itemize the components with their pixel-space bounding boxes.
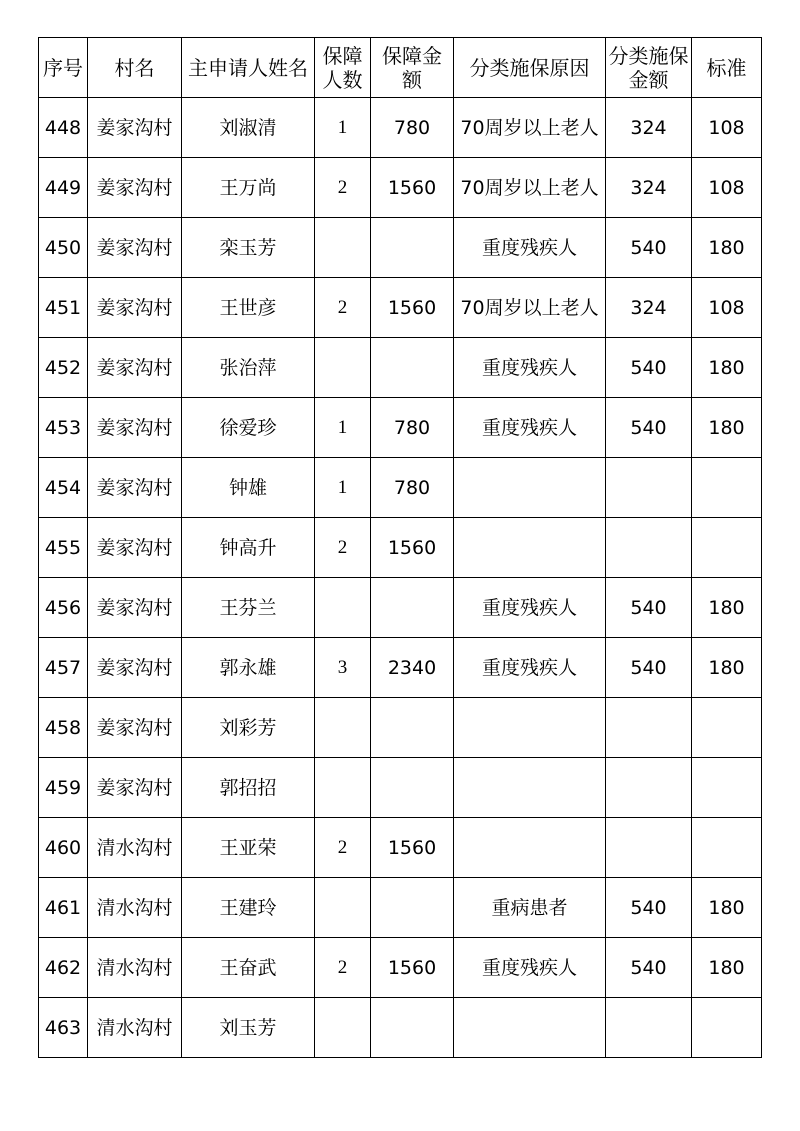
cell-village: 清水沟村 — [88, 998, 182, 1058]
table-header — [39, 38, 762, 98]
cell-name: 王万尚 — [182, 158, 315, 218]
cell-standard — [692, 458, 762, 518]
table-body — [39, 98, 762, 1058]
cell-seq: 455 — [39, 518, 88, 578]
cell-village: 姜家沟村 — [88, 638, 182, 698]
cell-amount — [371, 578, 454, 638]
cell-reason: 重度残疾人 — [454, 578, 606, 638]
cell-village: 清水沟村 — [88, 878, 182, 938]
cell-amount: 1560 — [371, 938, 454, 998]
cell-name: 王世彦 — [182, 278, 315, 338]
cell-village: 姜家沟村 — [88, 758, 182, 818]
cell-seq: 460 — [39, 818, 88, 878]
table-row — [39, 338, 762, 398]
cell-amount: 780 — [371, 98, 454, 158]
cell-amount — [371, 698, 454, 758]
cell-class-amount: 540 — [606, 938, 692, 998]
header-village: 村名 — [88, 38, 182, 98]
cell-reason: 重度残疾人 — [454, 938, 606, 998]
cell-village: 姜家沟村 — [88, 458, 182, 518]
cell-class-amount: 540 — [606, 398, 692, 458]
cell-people — [315, 218, 371, 278]
cell-people — [315, 758, 371, 818]
cell-people: 1 — [315, 458, 371, 518]
table-row — [39, 878, 762, 938]
cell-village: 清水沟村 — [88, 818, 182, 878]
cell-seq: 463 — [39, 998, 88, 1058]
cell-standard: 180 — [692, 938, 762, 998]
cell-name: 刘玉芳 — [182, 998, 315, 1058]
cell-class-amount — [606, 818, 692, 878]
cell-seq: 452 — [39, 338, 88, 398]
cell-amount — [371, 218, 454, 278]
header-people: 保障人数 — [315, 38, 371, 98]
cell-people — [315, 338, 371, 398]
cell-seq: 462 — [39, 938, 88, 998]
cell-reason — [454, 458, 606, 518]
cell-standard: 180 — [692, 578, 762, 638]
cell-people: 2 — [315, 518, 371, 578]
cell-reason — [454, 518, 606, 578]
cell-standard — [692, 818, 762, 878]
table-row — [39, 758, 762, 818]
cell-reason — [454, 758, 606, 818]
cell-seq: 456 — [39, 578, 88, 638]
cell-village: 姜家沟村 — [88, 278, 182, 338]
cell-standard: 180 — [692, 338, 762, 398]
cell-name: 刘彩芳 — [182, 698, 315, 758]
cell-people: 3 — [315, 638, 371, 698]
cell-people — [315, 698, 371, 758]
cell-standard: 180 — [692, 878, 762, 938]
cell-people — [315, 998, 371, 1058]
cell-village: 姜家沟村 — [88, 98, 182, 158]
cell-amount: 780 — [371, 458, 454, 518]
cell-seq: 454 — [39, 458, 88, 518]
cell-class-amount: 540 — [606, 578, 692, 638]
cell-name: 王亚荣 — [182, 818, 315, 878]
table-row — [39, 458, 762, 518]
cell-reason: 重度残疾人 — [454, 398, 606, 458]
cell-standard — [692, 998, 762, 1058]
table-row — [39, 158, 762, 218]
cell-people: 2 — [315, 278, 371, 338]
cell-name: 钟高升 — [182, 518, 315, 578]
cell-class-amount: 324 — [606, 278, 692, 338]
cell-village: 姜家沟村 — [88, 338, 182, 398]
table-row — [39, 98, 762, 158]
cell-standard — [692, 758, 762, 818]
cell-people: 2 — [315, 158, 371, 218]
cell-seq: 461 — [39, 878, 88, 938]
cell-class-amount: 324 — [606, 158, 692, 218]
cell-reason: 70周岁以上老人 — [454, 98, 606, 158]
cell-amount: 1560 — [371, 278, 454, 338]
cell-name: 徐爱珍 — [182, 398, 315, 458]
table-row — [39, 518, 762, 578]
cell-amount: 780 — [371, 398, 454, 458]
cell-amount: 1560 — [371, 818, 454, 878]
cell-standard: 180 — [692, 398, 762, 458]
header-reason: 分类施保原因 — [454, 38, 606, 98]
cell-class-amount — [606, 998, 692, 1058]
cell-people: 2 — [315, 818, 371, 878]
cell-standard: 108 — [692, 158, 762, 218]
cell-standard: 108 — [692, 278, 762, 338]
cell-seq: 458 — [39, 698, 88, 758]
cell-seq: 450 — [39, 218, 88, 278]
cell-amount — [371, 338, 454, 398]
cell-amount — [371, 878, 454, 938]
cell-amount: 2340 — [371, 638, 454, 698]
cell-name: 张治萍 — [182, 338, 315, 398]
table-row — [39, 818, 762, 878]
assistance-table — [38, 37, 762, 1058]
cell-name: 栾玉芳 — [182, 218, 315, 278]
cell-class-amount — [606, 518, 692, 578]
cell-amount — [371, 998, 454, 1058]
cell-seq: 448 — [39, 98, 88, 158]
table-row — [39, 578, 762, 638]
table-row — [39, 218, 762, 278]
table-row — [39, 398, 762, 458]
cell-seq: 451 — [39, 278, 88, 338]
cell-people: 2 — [315, 938, 371, 998]
cell-people — [315, 878, 371, 938]
cell-seq: 459 — [39, 758, 88, 818]
header-seq: 序号 — [39, 38, 88, 98]
cell-class-amount: 540 — [606, 638, 692, 698]
cell-class-amount: 324 — [606, 98, 692, 158]
cell-reason — [454, 818, 606, 878]
cell-village: 姜家沟村 — [88, 158, 182, 218]
table-row — [39, 278, 762, 338]
cell-standard — [692, 698, 762, 758]
cell-village: 清水沟村 — [88, 938, 182, 998]
cell-village: 姜家沟村 — [88, 518, 182, 578]
cell-class-amount — [606, 758, 692, 818]
cell-reason: 重病患者 — [454, 878, 606, 938]
cell-name: 郭永雄 — [182, 638, 315, 698]
cell-standard: 108 — [692, 98, 762, 158]
cell-people: 1 — [315, 98, 371, 158]
cell-standard — [692, 518, 762, 578]
cell-reason — [454, 998, 606, 1058]
header-class-amount: 分类施保金额 — [606, 38, 692, 98]
cell-class-amount: 540 — [606, 878, 692, 938]
header-row — [39, 38, 762, 98]
cell-reason: 70周岁以上老人 — [454, 278, 606, 338]
cell-standard: 180 — [692, 218, 762, 278]
cell-name: 钟雄 — [182, 458, 315, 518]
cell-name: 王芬兰 — [182, 578, 315, 638]
cell-seq: 453 — [39, 398, 88, 458]
header-standard: 标准 — [692, 38, 762, 98]
cell-people — [315, 578, 371, 638]
cell-reason — [454, 698, 606, 758]
cell-village: 姜家沟村 — [88, 698, 182, 758]
table-row — [39, 938, 762, 998]
cell-name: 王奋武 — [182, 938, 315, 998]
cell-reason: 70周岁以上老人 — [454, 158, 606, 218]
cell-class-amount: 540 — [606, 218, 692, 278]
table-row — [39, 698, 762, 758]
cell-class-amount — [606, 698, 692, 758]
table-row — [39, 638, 762, 698]
table-row — [39, 998, 762, 1058]
cell-name: 王建玲 — [182, 878, 315, 938]
cell-reason: 重度残疾人 — [454, 218, 606, 278]
cell-name: 刘淑清 — [182, 98, 315, 158]
cell-class-amount: 540 — [606, 338, 692, 398]
cell-amount: 1560 — [371, 518, 454, 578]
cell-amount: 1560 — [371, 158, 454, 218]
cell-village: 姜家沟村 — [88, 218, 182, 278]
cell-amount — [371, 758, 454, 818]
cell-seq: 457 — [39, 638, 88, 698]
cell-reason: 重度残疾人 — [454, 338, 606, 398]
cell-village: 姜家沟村 — [88, 398, 182, 458]
cell-village: 姜家沟村 — [88, 578, 182, 638]
cell-standard: 180 — [692, 638, 762, 698]
header-amount: 保障金额 — [371, 38, 454, 98]
cell-class-amount — [606, 458, 692, 518]
header-applicant: 主申请人姓名 — [182, 38, 315, 98]
cell-seq: 449 — [39, 158, 88, 218]
cell-reason: 重度残疾人 — [454, 638, 606, 698]
cell-people: 1 — [315, 398, 371, 458]
cell-name: 郭招招 — [182, 758, 315, 818]
